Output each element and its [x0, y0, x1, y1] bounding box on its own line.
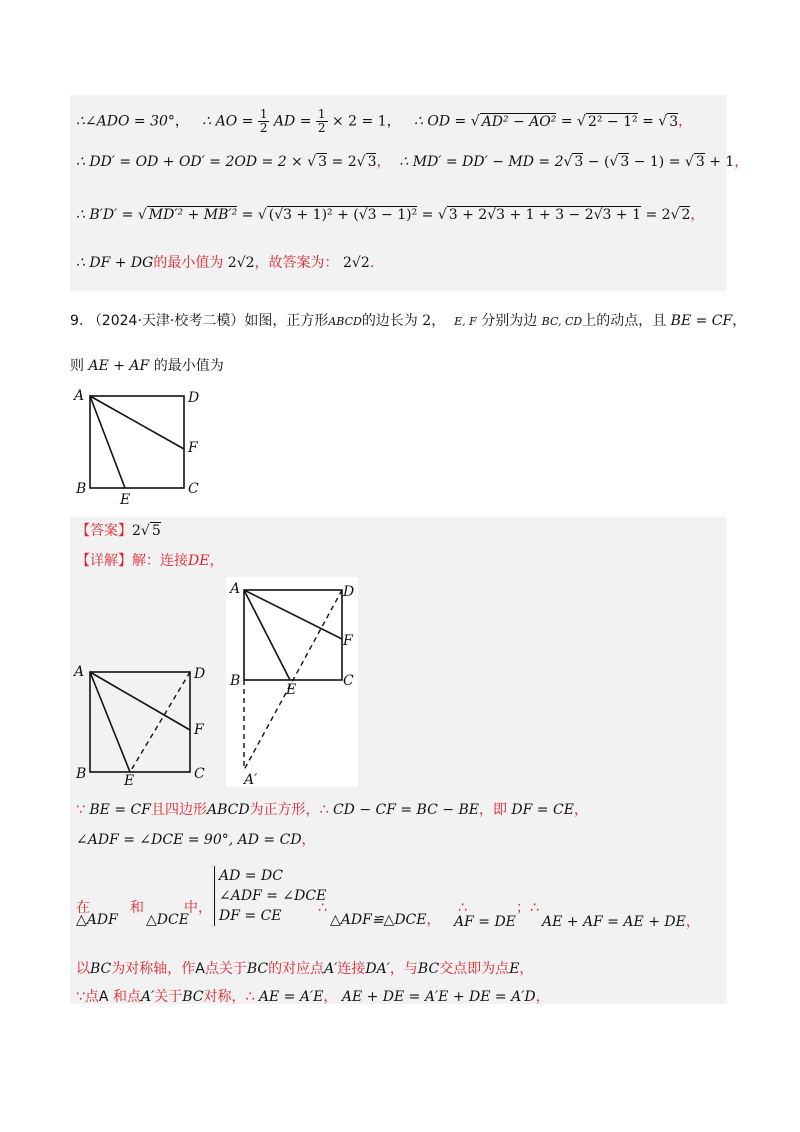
detail-line-4: 以BC为对称轴，作A点关于BC的对应点A′连接DA′，与BC交点即为点E，	[76, 961, 534, 977]
detail-line-2: ∠ADF = ∠DCE = 90°, AD = CD，	[76, 832, 316, 848]
segment-ae	[90, 396, 125, 488]
detail-line-3-sep2: ；∴	[516, 900, 539, 916]
detail-line-3-tri2: △DCE	[146, 912, 189, 928]
label-b: B	[76, 481, 87, 497]
detail-line-3-sum: AE + AF = AE + DE，	[542, 914, 700, 930]
segment-ae-1	[90, 672, 130, 772]
label-f-2: F	[343, 633, 353, 649]
detail-line-3-mid: 中，	[184, 900, 212, 916]
question-line-1: 9. （2024·天津·校考二模）如图，正方形ABCD的边长为 2， E, F 分别为边 BC, CD上的动点，且 BE = CF，	[70, 313, 747, 329]
system-brace: AD = DC ∠ADF = ∠DCE DF = CE	[214, 866, 326, 926]
segment-af-1	[90, 672, 190, 730]
solution-line-4: ∴ DF + DG的最小值为 2√2，故答案为： 2√2.	[76, 255, 375, 271]
fraction-half: $\frac{1}{2}$	[259, 107, 268, 135]
label-d-2: D	[343, 584, 355, 600]
detail-line-1: ∵ BE = CF且四边形ABCD为正方形，∴ CD − CF = BC − BE，即 DF = CE，	[76, 802, 588, 818]
label-e: E	[120, 492, 131, 508]
label-f: F	[188, 440, 198, 456]
detail-figure-2	[226, 577, 358, 787]
solution-line-3: ∴ B′D′ = √ MD′² + MB′² = √ (√3 + 1)² + (√3 − 1)² = √ 3 + 2√3 + 1 + 3 − 2√3 + 1 = 2√ 2，	[76, 207, 705, 223]
label-d-1: D	[194, 666, 206, 682]
detail-intro-line: 【详解】解：连接DE，	[76, 553, 224, 569]
label-e-1: E	[124, 773, 135, 786]
square-abcd	[90, 396, 184, 488]
label-b-2: B	[230, 673, 241, 689]
label-a-prime: A′	[244, 772, 258, 787]
label-c-2: C	[343, 673, 354, 689]
question-line-2: 则 AE + AF 的最小值为	[70, 358, 224, 374]
segment-de-dashed-1	[130, 672, 190, 772]
solution-line-1: ∴∠ADO = 30°， ∴ AO = $\frac{1}{2}$ AD = $\frac{1}{2}$ × 2 = 1， ∴ OD = √ AD² − AO² = √ 2² − 1² = √ 3，	[76, 107, 693, 135]
segment-ae-2	[244, 590, 290, 680]
segment-af-2	[244, 590, 342, 639]
detail-line-3-af: AF = DE	[454, 914, 516, 930]
question-source: （2024·天津·校考二模）	[87, 313, 245, 329]
fraction-half-2: $\frac{1}{2}$	[317, 107, 326, 135]
answer-line: 【答案】2√ 5	[76, 523, 161, 539]
label-b-1: B	[76, 766, 87, 782]
segment-af	[90, 396, 184, 449]
detail-line-3-in: 在	[76, 900, 90, 916]
label-f-1: F	[194, 722, 204, 738]
detail-figure-1	[72, 662, 222, 786]
detail-line-3-and: 和	[130, 900, 144, 916]
label-a-1: A	[74, 664, 85, 680]
label-d: D	[188, 390, 200, 406]
label-a: A	[74, 388, 85, 404]
detail-line-3-therefore2: ∴	[458, 900, 467, 916]
detail-line-3-tri1: △ADF	[76, 912, 118, 928]
detail-line-5: ∵点A 和点A′关于BC对称，∴ AE = A′E， AE + DE = A′E + DE = A′D，	[76, 989, 550, 1005]
equation-system	[214, 866, 326, 926]
label-c: C	[188, 481, 199, 497]
square-abcd-2	[244, 590, 342, 680]
label-e-2: E	[286, 682, 297, 698]
detail-line-3-cong: △ADF≌△DCE，	[330, 912, 441, 928]
question-figure	[72, 388, 212, 508]
label-c-1: C	[194, 766, 205, 782]
label-a-2: A	[230, 581, 241, 597]
detail-line-3-therefore1: ∴	[318, 900, 327, 916]
solution-line-2: ∴ DD′ = OD + OD′ = 2OD = 2 × √ 3 = 2√ 3， ∴ MD′ = DD′ − MD = 2√ 3 − (√ 3 − 1) = √ 3 + 1，	[76, 154, 749, 170]
